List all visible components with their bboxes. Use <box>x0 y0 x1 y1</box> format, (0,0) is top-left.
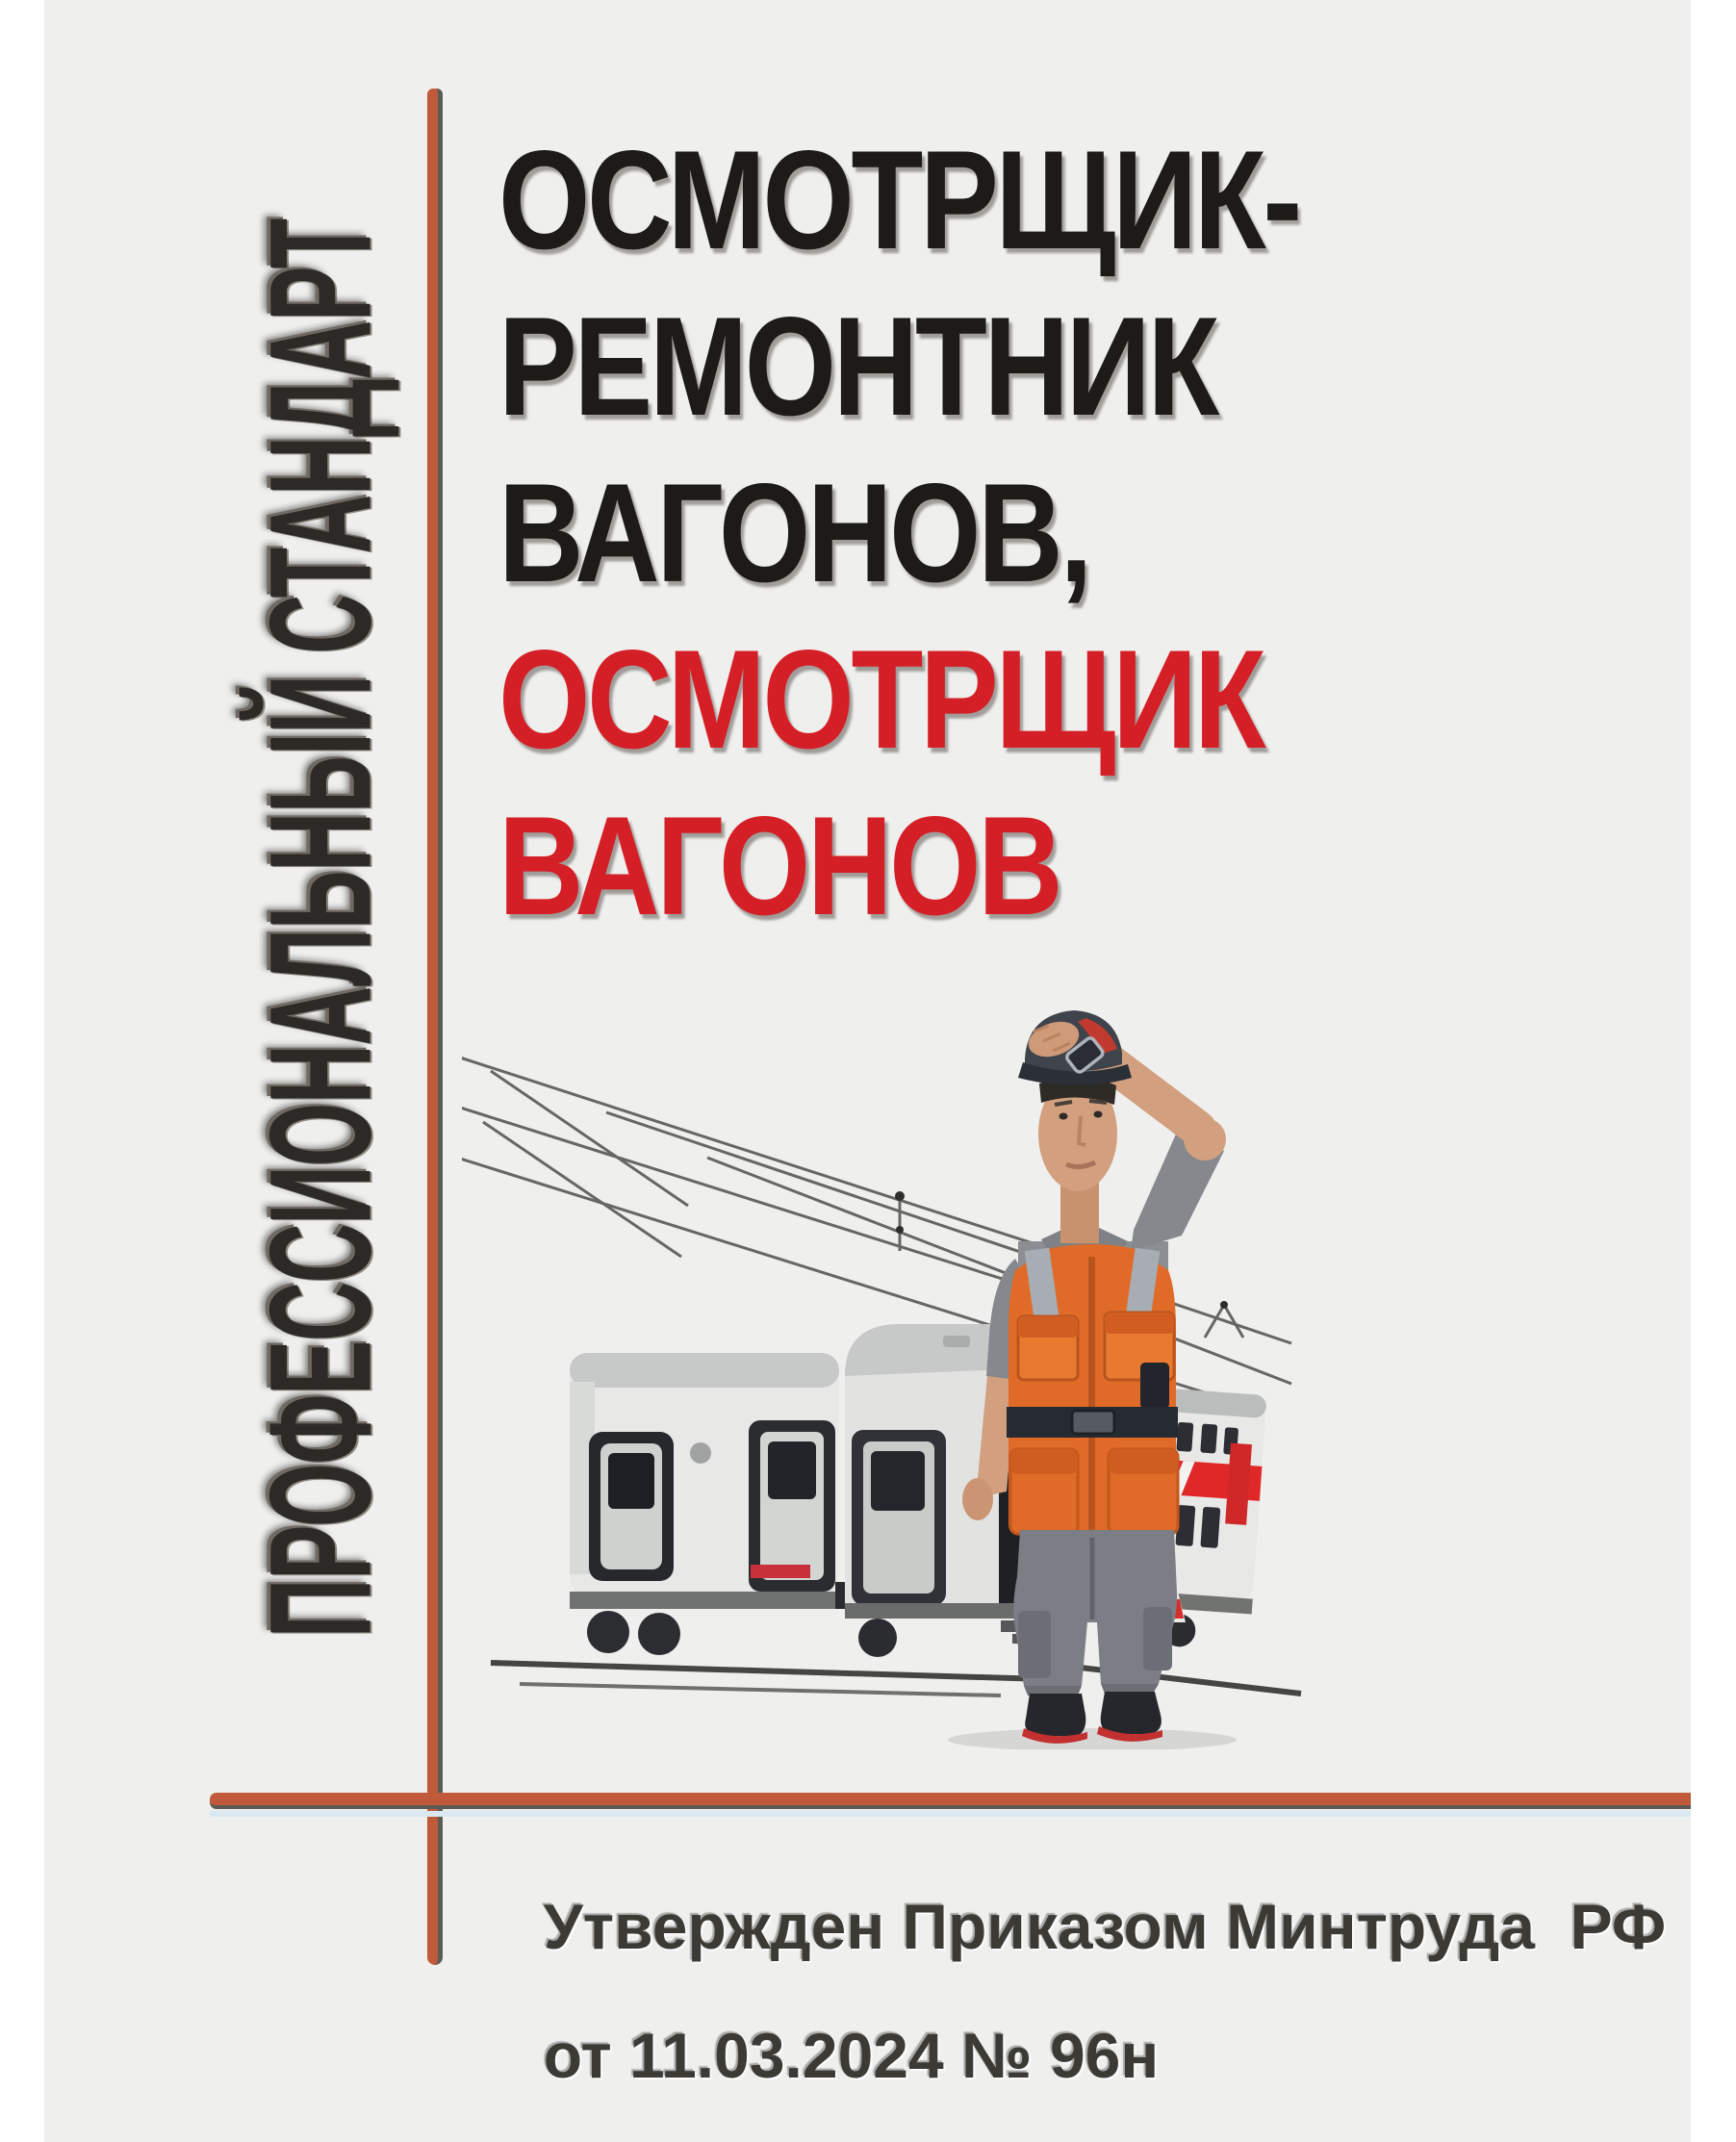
approval-line-2: от 11.03.2024 № 96н <box>543 2020 1160 2091</box>
title-line-5: ВАГОНОВ <box>498 787 1060 944</box>
horizontal-rule-highlight <box>210 1811 1691 1817</box>
passenger-car-left <box>570 1353 860 1655</box>
horizontal-rule <box>210 1793 1691 1809</box>
ground-shadow <box>948 1728 1237 1749</box>
title-line-4: ОСМОТРЩИК <box>498 621 1264 778</box>
approval-note <box>508 1830 1667 2091</box>
book-title <box>498 116 1701 949</box>
worker-hand-left <box>962 1478 993 1520</box>
worker-vest <box>1007 1244 1178 1536</box>
title-line-1: ОСМОТРЩИК- <box>498 121 1299 278</box>
title-line-2: РЕМОНТНИК <box>498 288 1216 445</box>
spine-title: ПРОФЕССИОНАЛЬНЫЙ СТАНДАРТ <box>239 218 401 1639</box>
worker-train-illustration <box>462 999 1559 1749</box>
approval-line-1: Утвержден Приказом Минтруда РФ <box>543 1891 1667 1962</box>
title-line-3: ВАГОНОВ, <box>498 454 1090 611</box>
radio-device <box>1140 1363 1169 1409</box>
worker-head <box>1018 1010 1132 1243</box>
vertical-rule <box>427 89 443 1965</box>
rails <box>491 1663 1301 1696</box>
